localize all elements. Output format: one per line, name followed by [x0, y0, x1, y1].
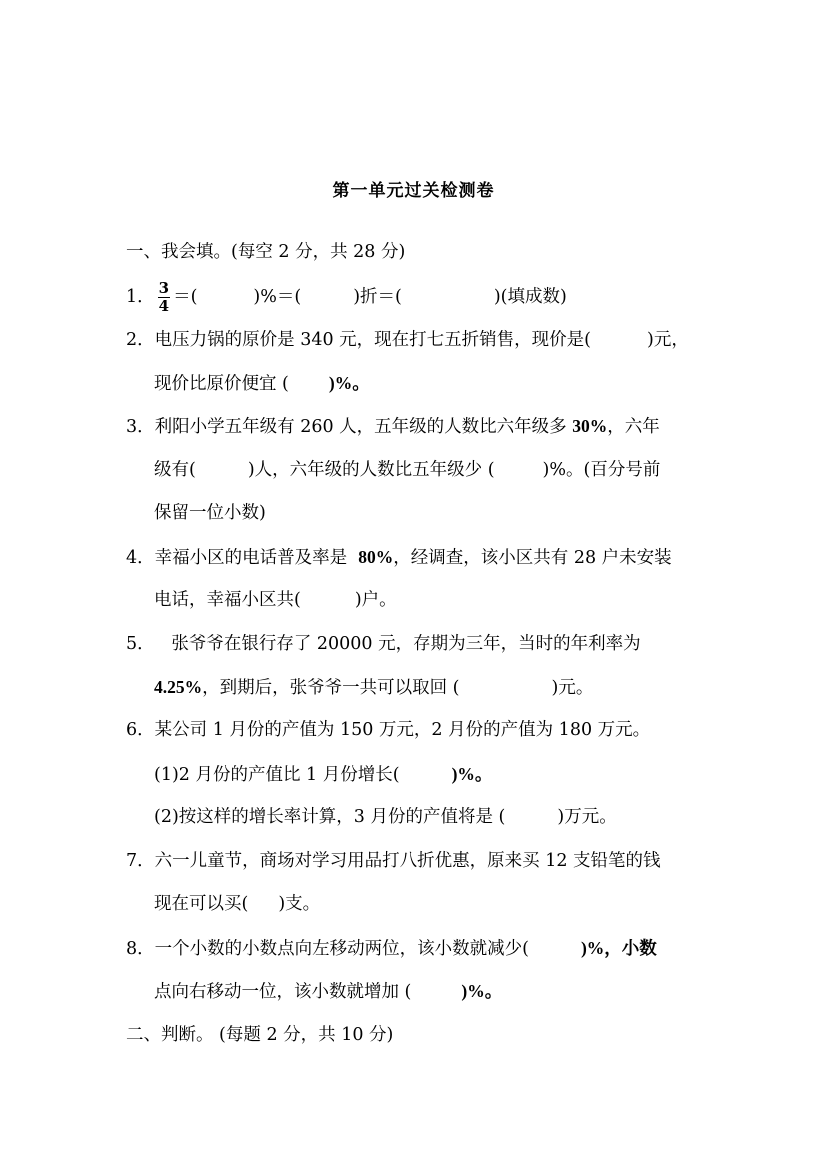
- q3-text: 级有(: [154, 460, 196, 480]
- q3-percent: 30%: [572, 416, 608, 436]
- q8-text: 点向右移动一位，该小数就增加 (: [154, 982, 412, 1002]
- question-3-line-1: [126, 414, 660, 439]
- q6-text: )%。: [451, 764, 493, 784]
- fraction-numerator: 3: [158, 279, 170, 297]
- q7-text: )支。: [278, 894, 321, 914]
- page-title: 第一单元过关检测卷: [332, 181, 495, 201]
- question-7-line-2: [154, 892, 320, 916]
- q1-text-1: ＝(: [173, 287, 198, 307]
- q6-text: )万元。: [557, 807, 617, 827]
- q6-text: (1)2 月份的产值比 1 月份增长(: [154, 765, 400, 785]
- q8-text: )%。: [461, 981, 503, 1001]
- q2-text: 2．电压力锅的原价是 340 元，现在打七五折销售，现价是(: [126, 330, 591, 350]
- q3-text: )%。(百分号前: [542, 460, 661, 480]
- q1-text-2: )%＝(: [253, 287, 302, 307]
- question-5-line-1: 5． 张爷爷在银行存了 20000 元，存期为三年，当时的年利率为: [126, 634, 641, 654]
- q6-text: (2)按这样的增长率计算，3 月份的产值将是 (: [154, 807, 506, 827]
- q5-text: ，到期后，张爷爷一共可以取回 (: [202, 678, 460, 698]
- q2-text: 现价比原价便宜 (: [154, 374, 289, 394]
- question-8-line-2: [154, 979, 502, 1004]
- question-6-sub-2: [154, 805, 617, 829]
- q5-text: )元。: [551, 678, 594, 698]
- q4-percent: 80%: [358, 547, 394, 567]
- q4-text: )户。: [354, 590, 397, 610]
- question-1: [126, 281, 567, 314]
- question-5-line-2: [154, 675, 593, 700]
- fraction-three-quarters: [158, 281, 170, 314]
- q3-text: )人，六年级的人数比五年级少 (: [247, 460, 495, 480]
- question-6-sub-1: [154, 762, 492, 787]
- q8-text: )%，小数: [580, 938, 657, 958]
- q7-text: 现在可以买(: [154, 894, 249, 914]
- question-8-line-1: [126, 936, 657, 961]
- question-4-line-2: [154, 588, 397, 612]
- q4-text: 电话，幸福小区共(: [154, 590, 301, 610]
- section-2-heading: 二、判断。 (每题 2 分，共 10 分): [126, 1025, 394, 1045]
- question-2-line-1: [126, 328, 689, 352]
- question-4-line-1: [126, 545, 672, 570]
- section-1-heading: 一、我会填。(每空 2 分，共 28 分): [126, 242, 406, 262]
- q1-number: 1．: [126, 287, 155, 307]
- q4-text: 4．幸福小区的电话普及率是: [126, 548, 359, 568]
- q5-rate: 4.25%: [154, 677, 203, 697]
- q3-text: ，六年: [607, 417, 660, 437]
- q1-text-4: )(填成数): [493, 287, 567, 307]
- q3-text: 3．利阳小学五年级有 260 人，五年级的人数比六年级多: [126, 417, 573, 437]
- fraction-denominator: 4: [158, 297, 170, 315]
- question-3-line-2: [154, 458, 660, 482]
- question-2-line-2: [154, 371, 370, 396]
- q2-text: )元，: [647, 330, 689, 350]
- question-7-line-1: 7．六一儿童节，商场对学习用品打八折优惠，原来买 12 支铅笔的钱: [126, 851, 661, 871]
- question-3-line-3: 保留一位小数): [154, 503, 266, 523]
- q4-text: ，经调查，该小区共有 28 户未安装: [393, 548, 672, 568]
- q1-text-3: )折＝(: [353, 287, 402, 307]
- question-6-line-1: 6．某公司 1 月份的产值为 150 万元，2 月份的产值为 180 万元。: [126, 720, 651, 740]
- q8-text: 8．一个小数的小数点向左移动两位，该小数就减少(: [126, 939, 529, 959]
- q2-text: )%。: [328, 373, 370, 393]
